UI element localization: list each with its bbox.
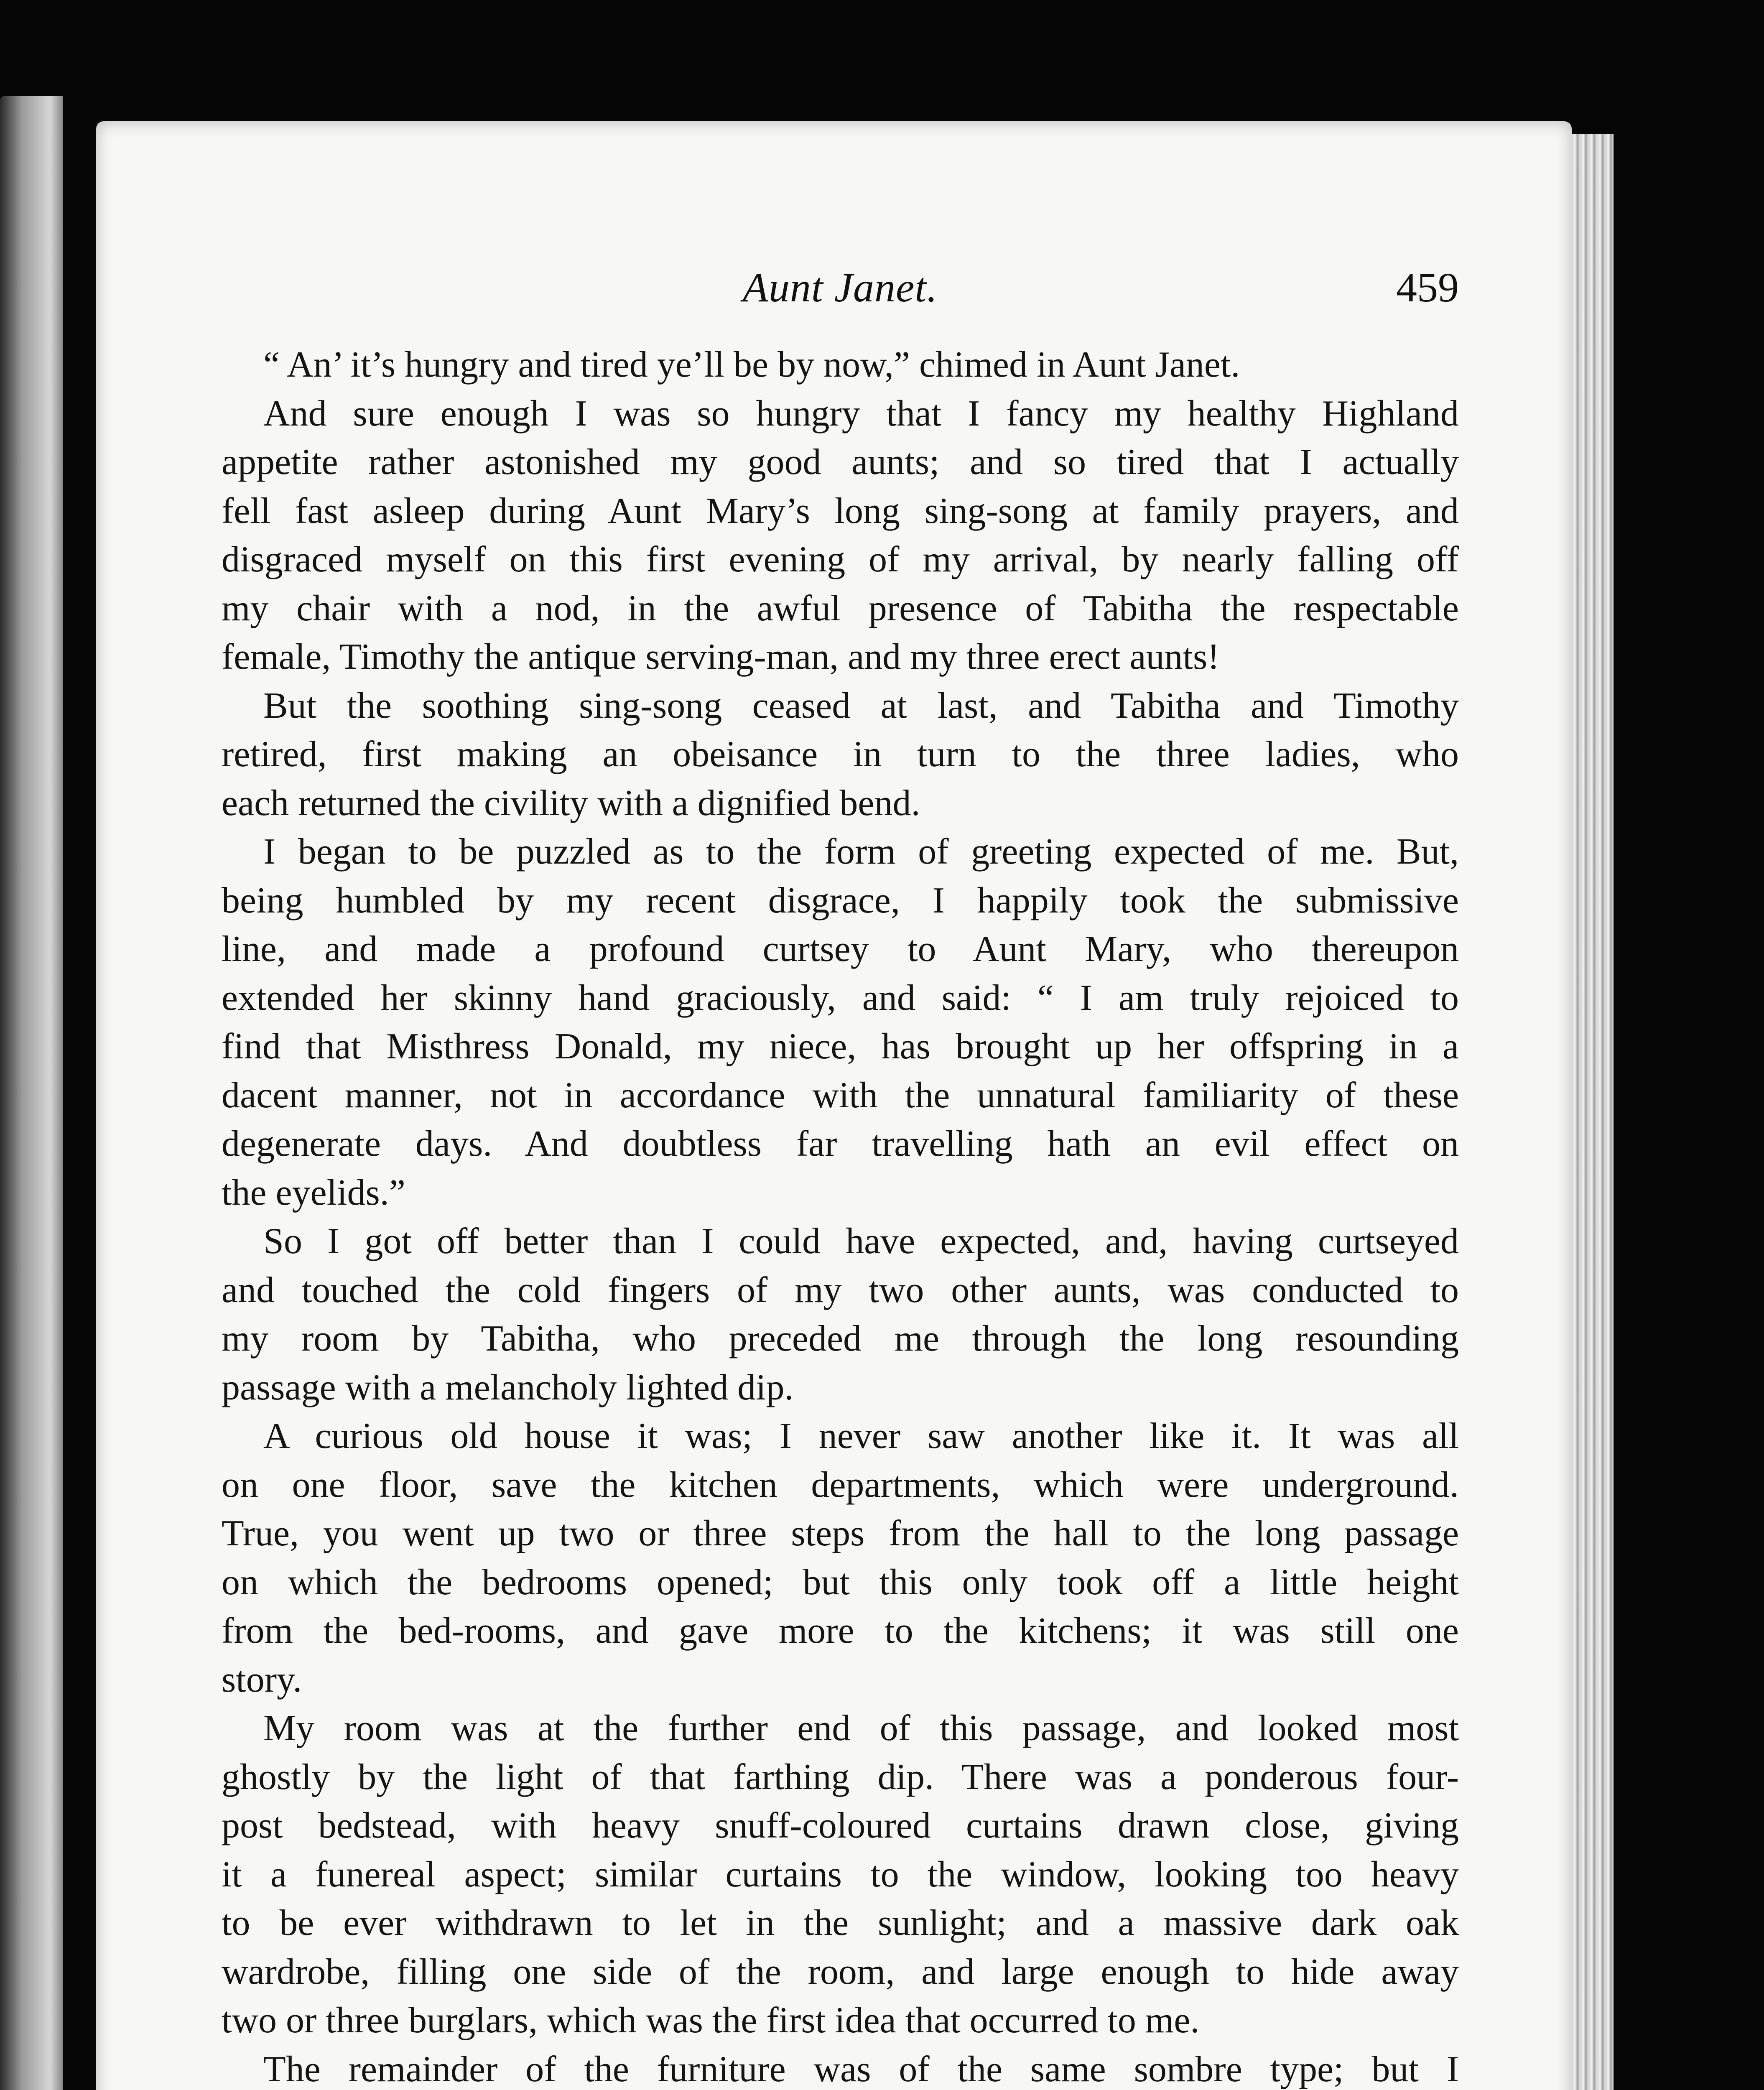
- page-stack-edge: [1572, 134, 1614, 2090]
- text-line: I began to be puzzled as to the form of greeting expected of me. But,: [263, 831, 1459, 872]
- text-line: to be ever withdrawn to let in the sunlight; and a massive dark oak: [222, 1903, 1459, 1943]
- text-line: So I got off better than I could have expected, and, having curtseyed: [263, 1221, 1459, 1262]
- text-line: and touched the cold fingers of my two other aunts, was conducted to: [222, 1269, 1459, 1310]
- page-header: [222, 251, 1459, 334]
- text-line: True, you went up two or three steps from the hall to the long passage: [222, 1513, 1459, 1554]
- running-title: Aunt Janet.: [742, 264, 938, 311]
- left-page-edge: [0, 96, 63, 2090]
- text-line: it a funereal aspect; similar curtains to the window, looking too heavy: [222, 1854, 1459, 1895]
- text-line: two or three burglars, which was the first idea that occurred to me.: [222, 2000, 1200, 2041]
- text-line: extended her skinny hand graciously, and said: “ I am truly rejoiced to: [222, 977, 1459, 1018]
- text-line: on which the bedrooms opened; but this only took off a little height: [222, 1562, 1459, 1603]
- text-line: being humbled by my recent disgrace, I happily took the submissive: [222, 880, 1459, 921]
- page-number: 459: [1396, 264, 1459, 311]
- text-line: from the bed-rooms, and gave more to the kitchens; it was still one: [222, 1611, 1459, 1651]
- text-line: My room was at the further end of this passage, and looked most: [263, 1708, 1459, 1748]
- text-line: A curious old house it was; I never saw another like it. It was all: [263, 1416, 1459, 1456]
- text-line: ghostly by the light of that farthing dip. There was a ponderous four-: [222, 1756, 1459, 1797]
- text-line: female, Timothy the antique serving-man, and my three erect aunts!: [222, 637, 1220, 677]
- text-line: appetite rather astonished my good aunts; and so tired that I actually: [222, 442, 1459, 482]
- text-line: my chair with a nod, in the awful presence of Tabitha the respectable: [222, 588, 1459, 629]
- text-line: “ An’ it’s hungry and tired ye’ll be by now,” chimed in Aunt Janet.: [263, 344, 1240, 385]
- text-line: And sure enough I was so hungry that I fancy my healthy Highland: [263, 393, 1459, 434]
- body-text: [222, 341, 1459, 2090]
- text-line: fell fast asleep during Aunt Mary’s long sing-song at family prayers, and: [222, 490, 1459, 531]
- text-line: dacent manner, not in accordance with the unnatural familiarity of these: [222, 1075, 1459, 1116]
- text-line: disgraced myself on this first evening of my arrival, by nearly falling off: [222, 539, 1459, 580]
- text-line: story.: [222, 1659, 302, 1700]
- text-line: line, and made a profound curtsey to Aunt Mary, who thereupon: [222, 929, 1459, 969]
- text-line: the eyelids.”: [222, 1172, 405, 1213]
- text-line: each returned the civility with a dignified bend.: [222, 782, 920, 823]
- text-line: my room by Tabitha, who preceded me through the long resounding: [222, 1318, 1459, 1359]
- text-line: post bedstead, with heavy snuff-coloured curtains drawn close, giving: [222, 1805, 1459, 1846]
- text-line: But the soothing sing-song ceased at last, and Tabitha and Timothy: [263, 685, 1459, 726]
- text-line: passage with a melancholy lighted dip.: [222, 1367, 794, 1408]
- text-line: on one floor, save the kitchen departments, which were underground.: [222, 1464, 1459, 1505]
- text-line: degenerate days. And doubtless far travelling hath an evil effect on: [222, 1124, 1459, 1164]
- text-line: wardrobe, filling one side of the room, and large enough to hide away: [222, 1951, 1459, 1992]
- text-line: The remainder of the furniture was of the same sombre type; but I: [263, 2049, 1459, 2090]
- text-line: find that Misthress Donald, my niece, has brought up her offspring in a: [222, 1026, 1459, 1067]
- text-line: retired, first making an obeisance in turn to the three ladies, who: [222, 734, 1459, 775]
